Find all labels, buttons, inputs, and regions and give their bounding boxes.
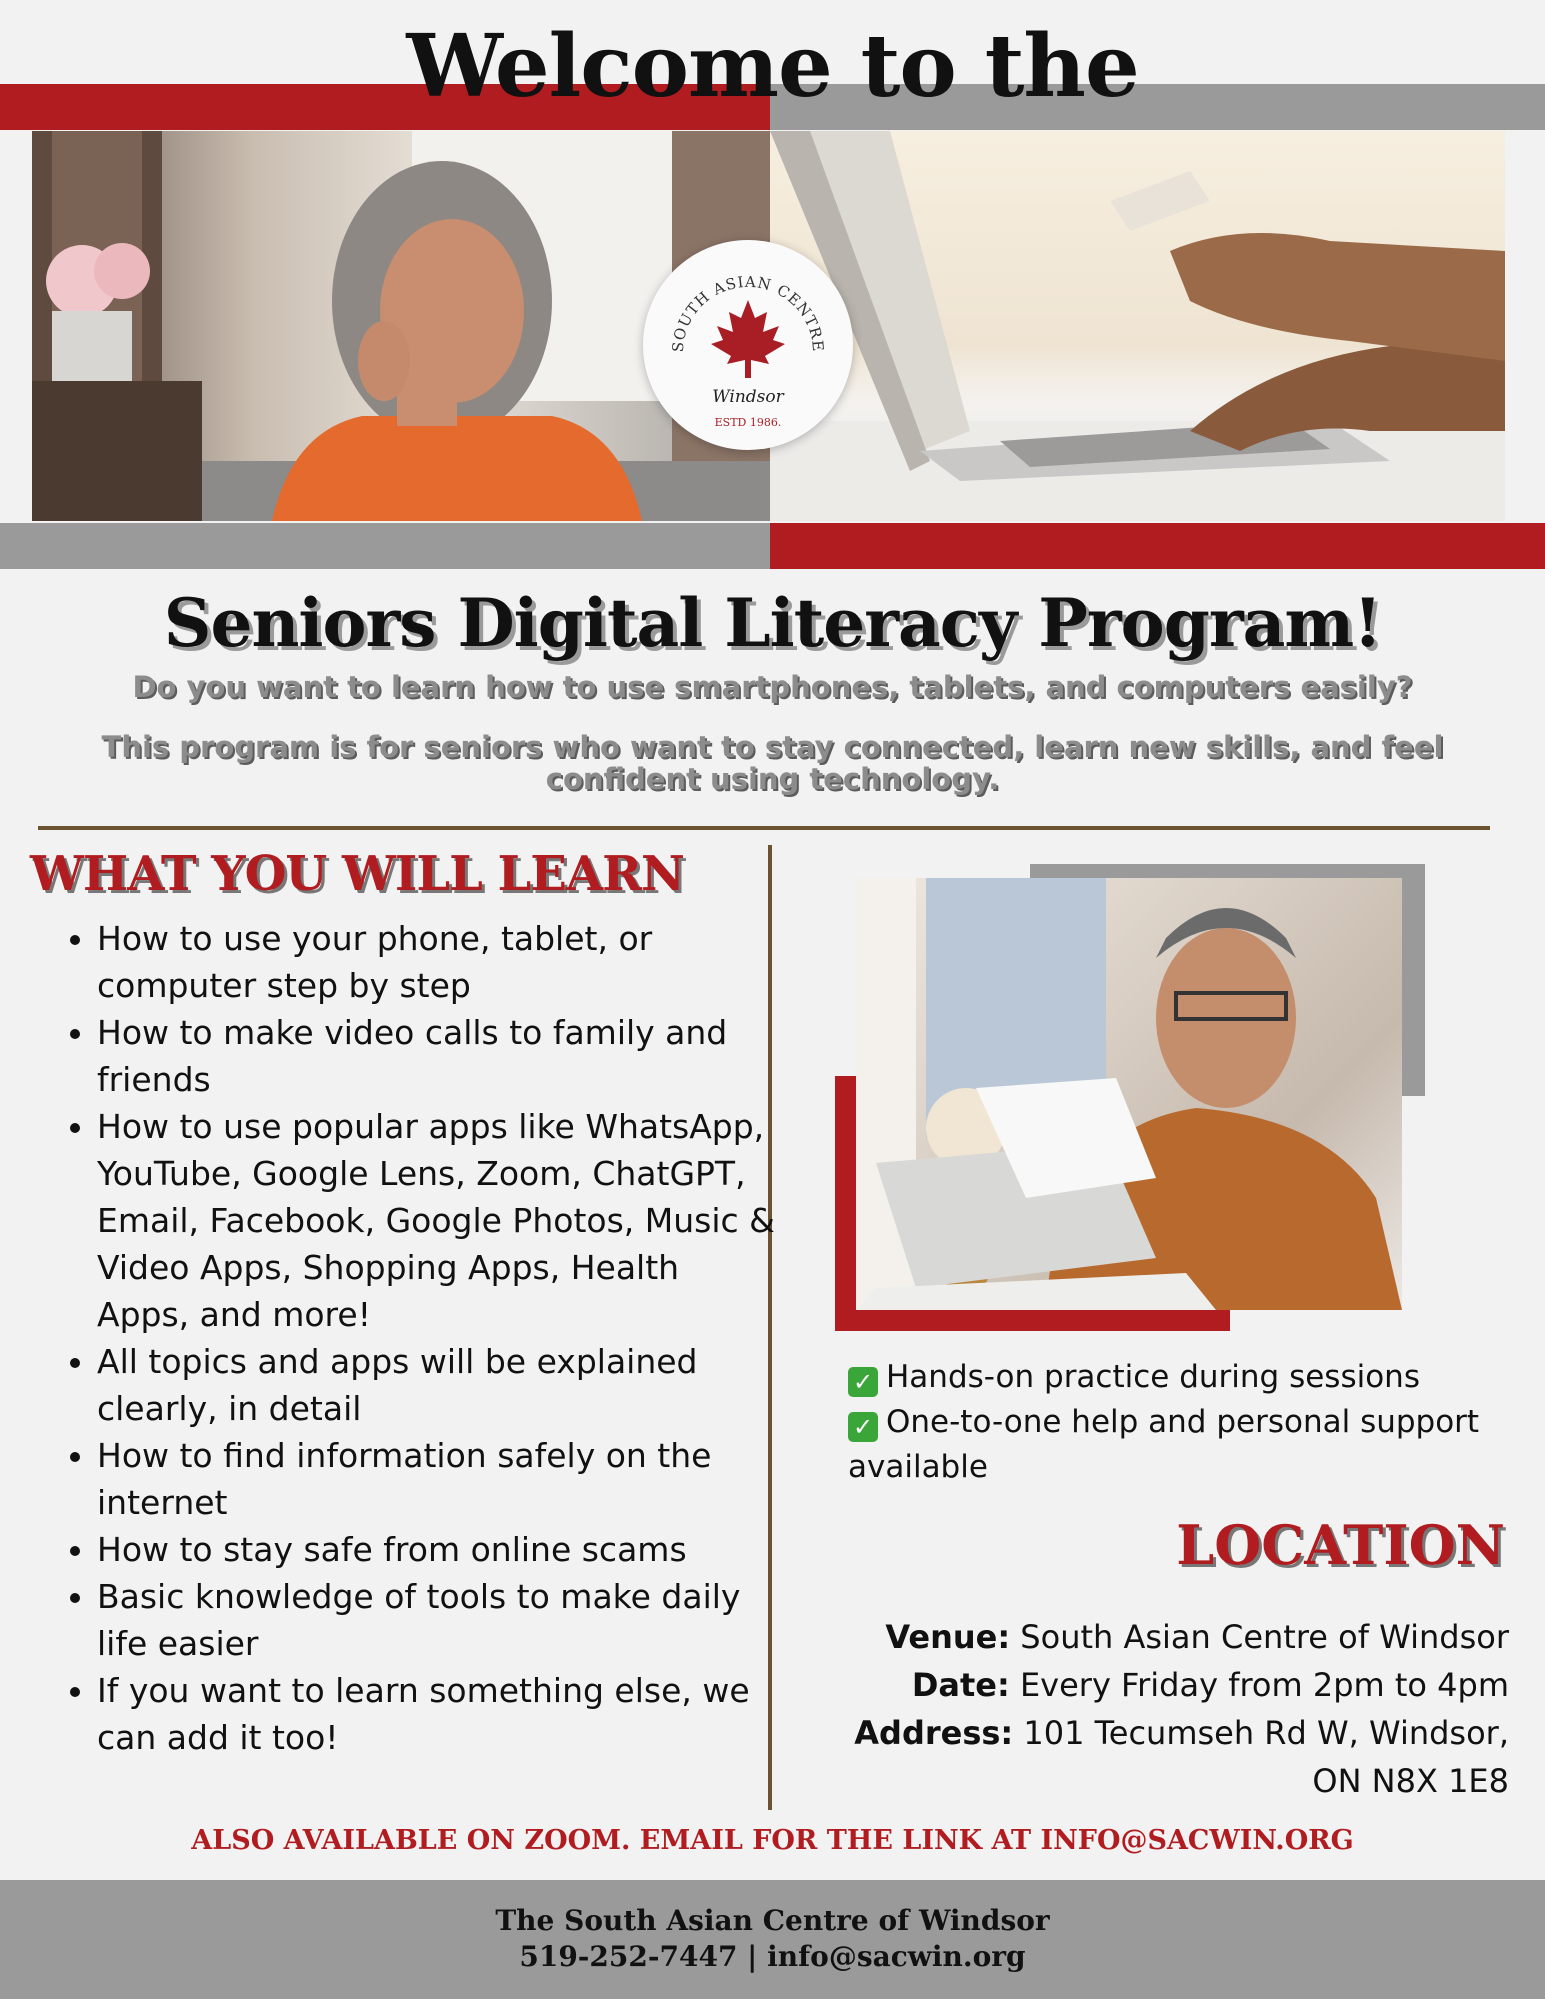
address-label: Address:	[854, 1714, 1014, 1752]
location-details	[800, 1613, 1509, 1805]
learn-item: • How to make video calls to family and friends	[97, 1009, 777, 1103]
footer-org: The South Asian Centre of Windsor	[495, 1904, 1050, 1937]
section-divider	[38, 826, 1490, 830]
feature-text: Hands-on practice during sessions	[886, 1359, 1420, 1395]
location-heading: LOCATION	[1176, 1513, 1505, 1577]
address-row	[800, 1709, 1509, 1757]
venue-row	[800, 1613, 1509, 1661]
footer-contact: 519-252-7447 | info@sacwin.org	[519, 1940, 1026, 1973]
logo-arc-text: SOUTH ASIAN CENTRE	[668, 272, 828, 353]
venue-label: Venue:	[885, 1618, 1011, 1656]
date-value: Every Friday from 2pm to 4pm	[1019, 1666, 1509, 1704]
feature-item	[848, 1400, 1508, 1490]
learn-heading: WHAT YOU WILL LEARN	[30, 846, 684, 902]
south-asian-centre-logo	[643, 240, 853, 450]
address-line2: ON N8X 1E8	[1312, 1762, 1509, 1800]
venue-value: South Asian Centre of Windsor	[1020, 1618, 1509, 1656]
learn-item: • How to stay safe from online scams	[97, 1526, 777, 1573]
learn-item: • All topics and apps will be explained clearly, in detail	[97, 1338, 777, 1432]
program-question: Do you want to learn how to use smartphones, tablets, and computers easily?	[132, 670, 1413, 704]
check-mark-icon: ✓	[848, 1412, 878, 1442]
zoom-note: ALSO AVAILABLE ON ZOOM. EMAIL FOR THE LINK AT INFO@SACWIN.ORG	[191, 1825, 1354, 1856]
address-row-2	[800, 1757, 1509, 1805]
logo-established: ESTD 1986.	[714, 416, 782, 429]
learn-list	[60, 915, 777, 1761]
address-line1: 101 Tecumseh Rd W, Windsor,	[1023, 1714, 1509, 1752]
learn-item: • If you want to learn something else, we can add it too!	[97, 1667, 777, 1761]
check-mark-icon: ✓	[848, 1367, 878, 1397]
date-label: Date:	[911, 1666, 1010, 1704]
learn-item: • How to find information safely on the internet	[97, 1432, 777, 1526]
date-row	[800, 1661, 1509, 1709]
feature-text: One-to-one help and personal support available	[848, 1404, 1480, 1485]
welcome-heading: Welcome to the	[406, 16, 1139, 117]
program-title: Seniors Digital Literacy Program!	[163, 584, 1382, 662]
program-description: This program is for seniors who want to stay connected, learn new skills, and feel confident using technology.	[101, 730, 1444, 796]
learn-item: • How to use your phone, tablet, or computer step by step	[97, 915, 777, 1009]
logo-city: Windsor	[712, 387, 784, 407]
maple-leaf-icon	[711, 300, 785, 378]
feature-item	[848, 1355, 1508, 1400]
photo-laptop-card-payment	[770, 131, 1505, 521]
photo-senior-man-laptop	[856, 878, 1402, 1310]
header-band-red-bottom	[770, 523, 1545, 569]
learn-item: • Basic knowledge of tools to make daily life easier	[97, 1573, 777, 1667]
footer	[0, 1880, 1545, 1999]
learn-item: • How to use popular apps like WhatsApp, YouTube, Google Lens, Zoom, ChatGPT, Email, Facebook, Google Photos, Music & Video Apps, Shopping Apps, Health Apps, and more!	[97, 1103, 777, 1338]
features-list	[848, 1355, 1508, 1490]
header-band-gray-bottom	[0, 523, 770, 569]
